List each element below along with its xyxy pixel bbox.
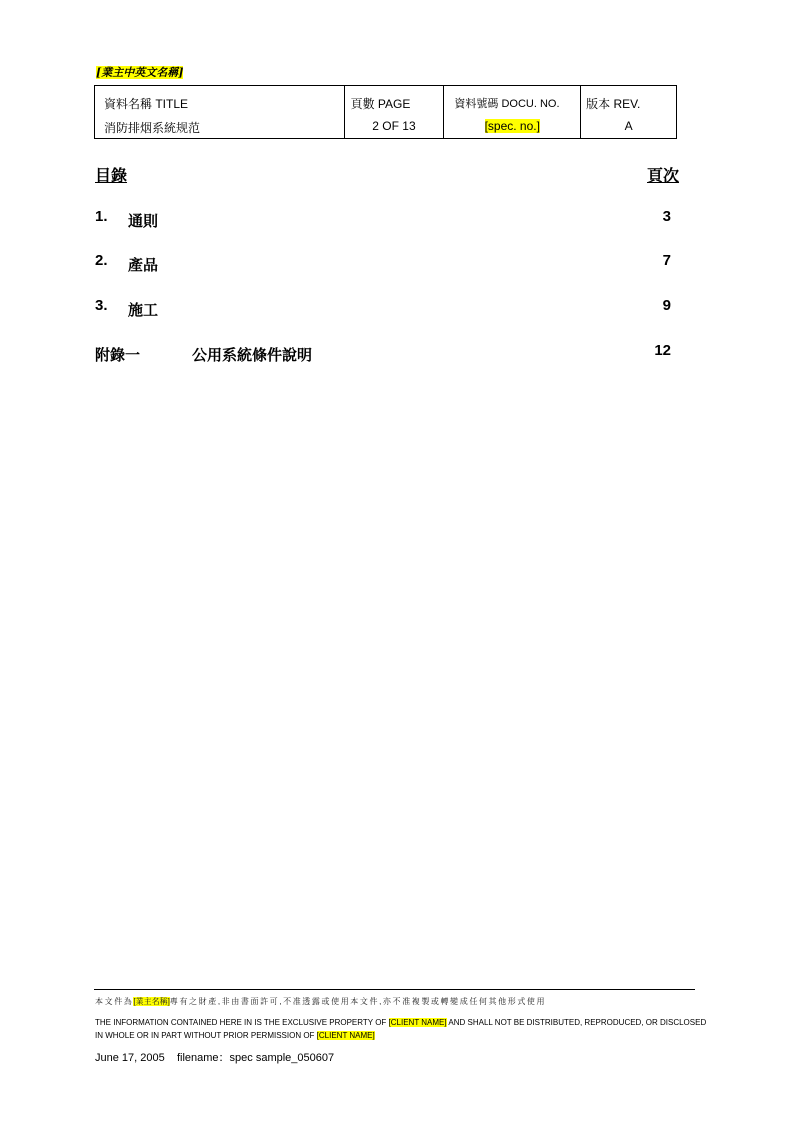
footer-en-suffix: AND SHALL NOT BE DISTRIBUTED, REPRODUCED, OR DISCLOSED: [446, 1018, 707, 1027]
page-label: 頁數 PAGE: [350, 97, 411, 111]
toc-heading: 目錄: [95, 166, 128, 185]
toc-item: [95, 208, 671, 230]
footer-cn-prefix: 本文件為: [95, 997, 134, 1006]
toc-item-title: 施工: [128, 301, 159, 319]
toc-item: [95, 297, 671, 319]
title-cell: [95, 86, 345, 139]
rev-label: 版本 REV.: [586, 97, 641, 111]
rev-value: A: [624, 119, 633, 133]
footer-english-notice: [95, 1016, 706, 1042]
toc-item-number: 1.: [95, 208, 108, 225]
footer-date-filename: [95, 1049, 334, 1065]
toc-page-heading: 頁次: [647, 166, 680, 185]
footer-cn-owner: [業主名稱]: [133, 997, 170, 1006]
toc-appendix: [95, 342, 671, 364]
footer-filename: filename：spec sample_050607: [176, 1052, 335, 1064]
footer-divider: [94, 989, 695, 990]
footer-en-prefix: THE INFORMATION CONTAINED HERE IN IS THE EXCLUSIVE PROPERTY OF: [95, 1018, 389, 1027]
title-label: 資料名稱 TITLE: [104, 97, 189, 111]
docu-cell: [444, 86, 581, 139]
footer-en-line1: [95, 1016, 706, 1029]
docu-label: 資料號碼 DOCU. NO.: [454, 98, 560, 110]
docu-value-wrap: [444, 119, 580, 133]
toc-item-page: 3: [662, 208, 671, 225]
document-header-table: [94, 85, 677, 139]
toc-item: [95, 252, 671, 274]
footer-date: June 17, 2005: [95, 1052, 165, 1064]
toc-item-number: 2.: [95, 252, 108, 269]
page-cell: [344, 86, 444, 139]
docu-value: [spec. no.]: [484, 119, 540, 133]
toc-appendix-title: 公用系統條件說明: [192, 346, 313, 364]
page-value: 2 OF 13: [372, 119, 416, 133]
title-value: 消防排烟系統规范: [104, 121, 201, 135]
toc-item-title: 產品: [128, 256, 159, 274]
toc-item-page: 9: [662, 297, 671, 314]
toc-item-number: 3.: [95, 297, 108, 314]
rev-cell: [581, 86, 677, 139]
toc-appendix-label: 附錄一: [95, 346, 141, 364]
toc-item-title: 通則: [128, 212, 159, 230]
toc-item-page: 7: [662, 252, 671, 269]
toc-appendix-page: 12: [654, 342, 671, 359]
footer-cn-suffix: 專有之財產,非由書面許可,不准透露或使用本文件,亦不准複製或轉變成任何其他形式使用: [169, 997, 547, 1006]
footer-client-name: [CLIENT NAME]: [316, 1031, 375, 1040]
footer-chinese-notice: [95, 996, 546, 1007]
footer-en-line2: [95, 1029, 706, 1042]
footer-en-line2-prefix: IN WHOLE OR IN PART WITHOUT PRIOR PERMISSION OF: [95, 1031, 317, 1040]
footer-client-name: [CLIENT NAME]: [388, 1018, 447, 1027]
owner-name: [業主中英文名稱]: [96, 66, 184, 79]
